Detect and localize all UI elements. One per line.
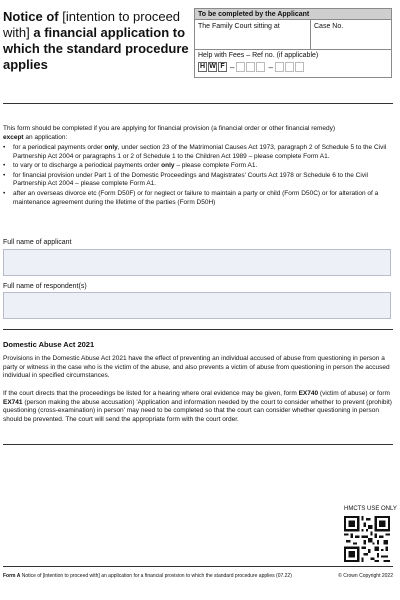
- page-footer: [3, 573, 393, 579]
- list-item: • for a periodical payments order only, under section 23 of the Matrimonial Causes Act 1973, paragraph 2 of Schedule 5 to the Civil Partnership Act 2004 or paragraphs 1 or 2 of Schedule 1 to the Children Act 1989 – please complete Form A1.: [3, 144, 387, 160]
- footer-form-id: Form A: [3, 573, 21, 579]
- applicant-box: [194, 8, 392, 78]
- case-number-field[interactable]: [311, 20, 391, 49]
- intro-main: This form should be completed if you are applying for financial provision (a financial order or other financial remedy): [3, 125, 336, 132]
- title-bracket-text: [intention to proceed with]: [3, 9, 181, 40]
- fees-digit-box[interactable]: [275, 62, 284, 72]
- court-case-row: [195, 20, 391, 50]
- applicant-name-input[interactable]: [3, 249, 391, 276]
- fees-dash: –: [268, 62, 273, 72]
- bullet-icon: •: [3, 144, 6, 151]
- list-item: • to vary or to discharge a periodical payments order only – please complete Form A1.: [3, 162, 258, 170]
- list-item: • after an overseas divorce etc (Form D50F) or for neglect or failure to maintain a party or child (Form D50C) or for alteration of a maintenance agreement during the lifetime of the parties (Form D50H): [3, 189, 379, 206]
- fees-reference-input[interactable]: [198, 62, 388, 72]
- qr-code-icon: [344, 516, 390, 562]
- page-title: [3, 9, 189, 73]
- divider: [3, 566, 393, 567]
- divider: [3, 103, 393, 104]
- applicant-name-label: Full name of applicant: [3, 239, 72, 246]
- applicant-box-heading: To be completed by the Applicant: [195, 9, 391, 20]
- domestic-abuse-para-1: Provisions in the Domestic Abuse Act 2021 have the effect of preventing an individual accused of abuse from questioning in person a party or witness in the case who is the victim of the abuse, and also prevents a victim of abuse from questioning in person the accused individual in specified circumstances.: [3, 355, 390, 380]
- fees-digit-box[interactable]: [246, 62, 255, 72]
- fees-digit-box[interactable]: [285, 62, 294, 72]
- exceptions-list: [3, 144, 391, 208]
- list-item: • for financial provision under Part 1 of the Domestic Proceedings and Magistrates' Courts Act 1978 or Schedule 6 to the Civil Partnership Act 2004 – please complete Form A1.: [3, 171, 368, 188]
- fees-label: Help with Fees – Ref no. (if applicable): [198, 52, 319, 59]
- form-ex740-ref: EX740: [298, 390, 319, 397]
- hmcts-use-only-label: HMCTS USE ONLY: [344, 506, 397, 512]
- fees-digit-box[interactable]: [236, 62, 245, 72]
- fees-prefix-w: W: [209, 63, 216, 70]
- domestic-abuse-para-2: If the court directs that the proceedings be listed for a hearing where oral evidence may be given, form EX740 (victim of abuse) or form EX741 (person making the abuse accusation) 'Application and information needed by the court to consider whether to prevent (prohibit) questioning (cross-examination) in person' may need to be completed so that the court can consider whether questioning in person should be prevented. The court will send the appropriate form with the court order.: [3, 390, 392, 423]
- respondent-name-input[interactable]: [3, 292, 391, 319]
- intro-except: except: [3, 133, 24, 141]
- fees-digit-box[interactable]: [256, 62, 265, 72]
- divider: [3, 329, 393, 330]
- title-bold-end: a financial application to which the standard procedure applies: [3, 25, 189, 72]
- footer-form-description: Form A Notice of [intention to proceed with] an application for a financial provision to which the standard procedure applies (07.22): [3, 573, 292, 579]
- court-label: The Family Court sitting at: [198, 23, 280, 30]
- help-with-fees-section: [195, 50, 391, 74]
- title-bold-start: Notice of: [3, 9, 63, 24]
- court-field[interactable]: [195, 20, 311, 49]
- fees-prefix-f: F: [218, 62, 227, 72]
- divider: [3, 444, 393, 445]
- intro-after: an application:: [23, 133, 68, 141]
- bullet-icon: •: [3, 189, 6, 197]
- bullet-icon: •: [3, 171, 6, 179]
- fees-digit-box[interactable]: [295, 62, 304, 72]
- respondent-name-label: Full name of respondent(s): [3, 283, 87, 290]
- bullet-icon: •: [3, 162, 6, 170]
- domestic-abuse-heading: Domestic Abuse Act 2021: [3, 340, 95, 349]
- case-number-label: Case No.: [314, 23, 344, 30]
- form-ex741-ref: EX741: [3, 398, 23, 406]
- fees-dash: –: [230, 62, 235, 72]
- footer-copyright: © Crown Copyright 2022: [338, 573, 393, 579]
- intro-text: [3, 125, 393, 142]
- fees-prefix-h: H: [199, 63, 206, 70]
